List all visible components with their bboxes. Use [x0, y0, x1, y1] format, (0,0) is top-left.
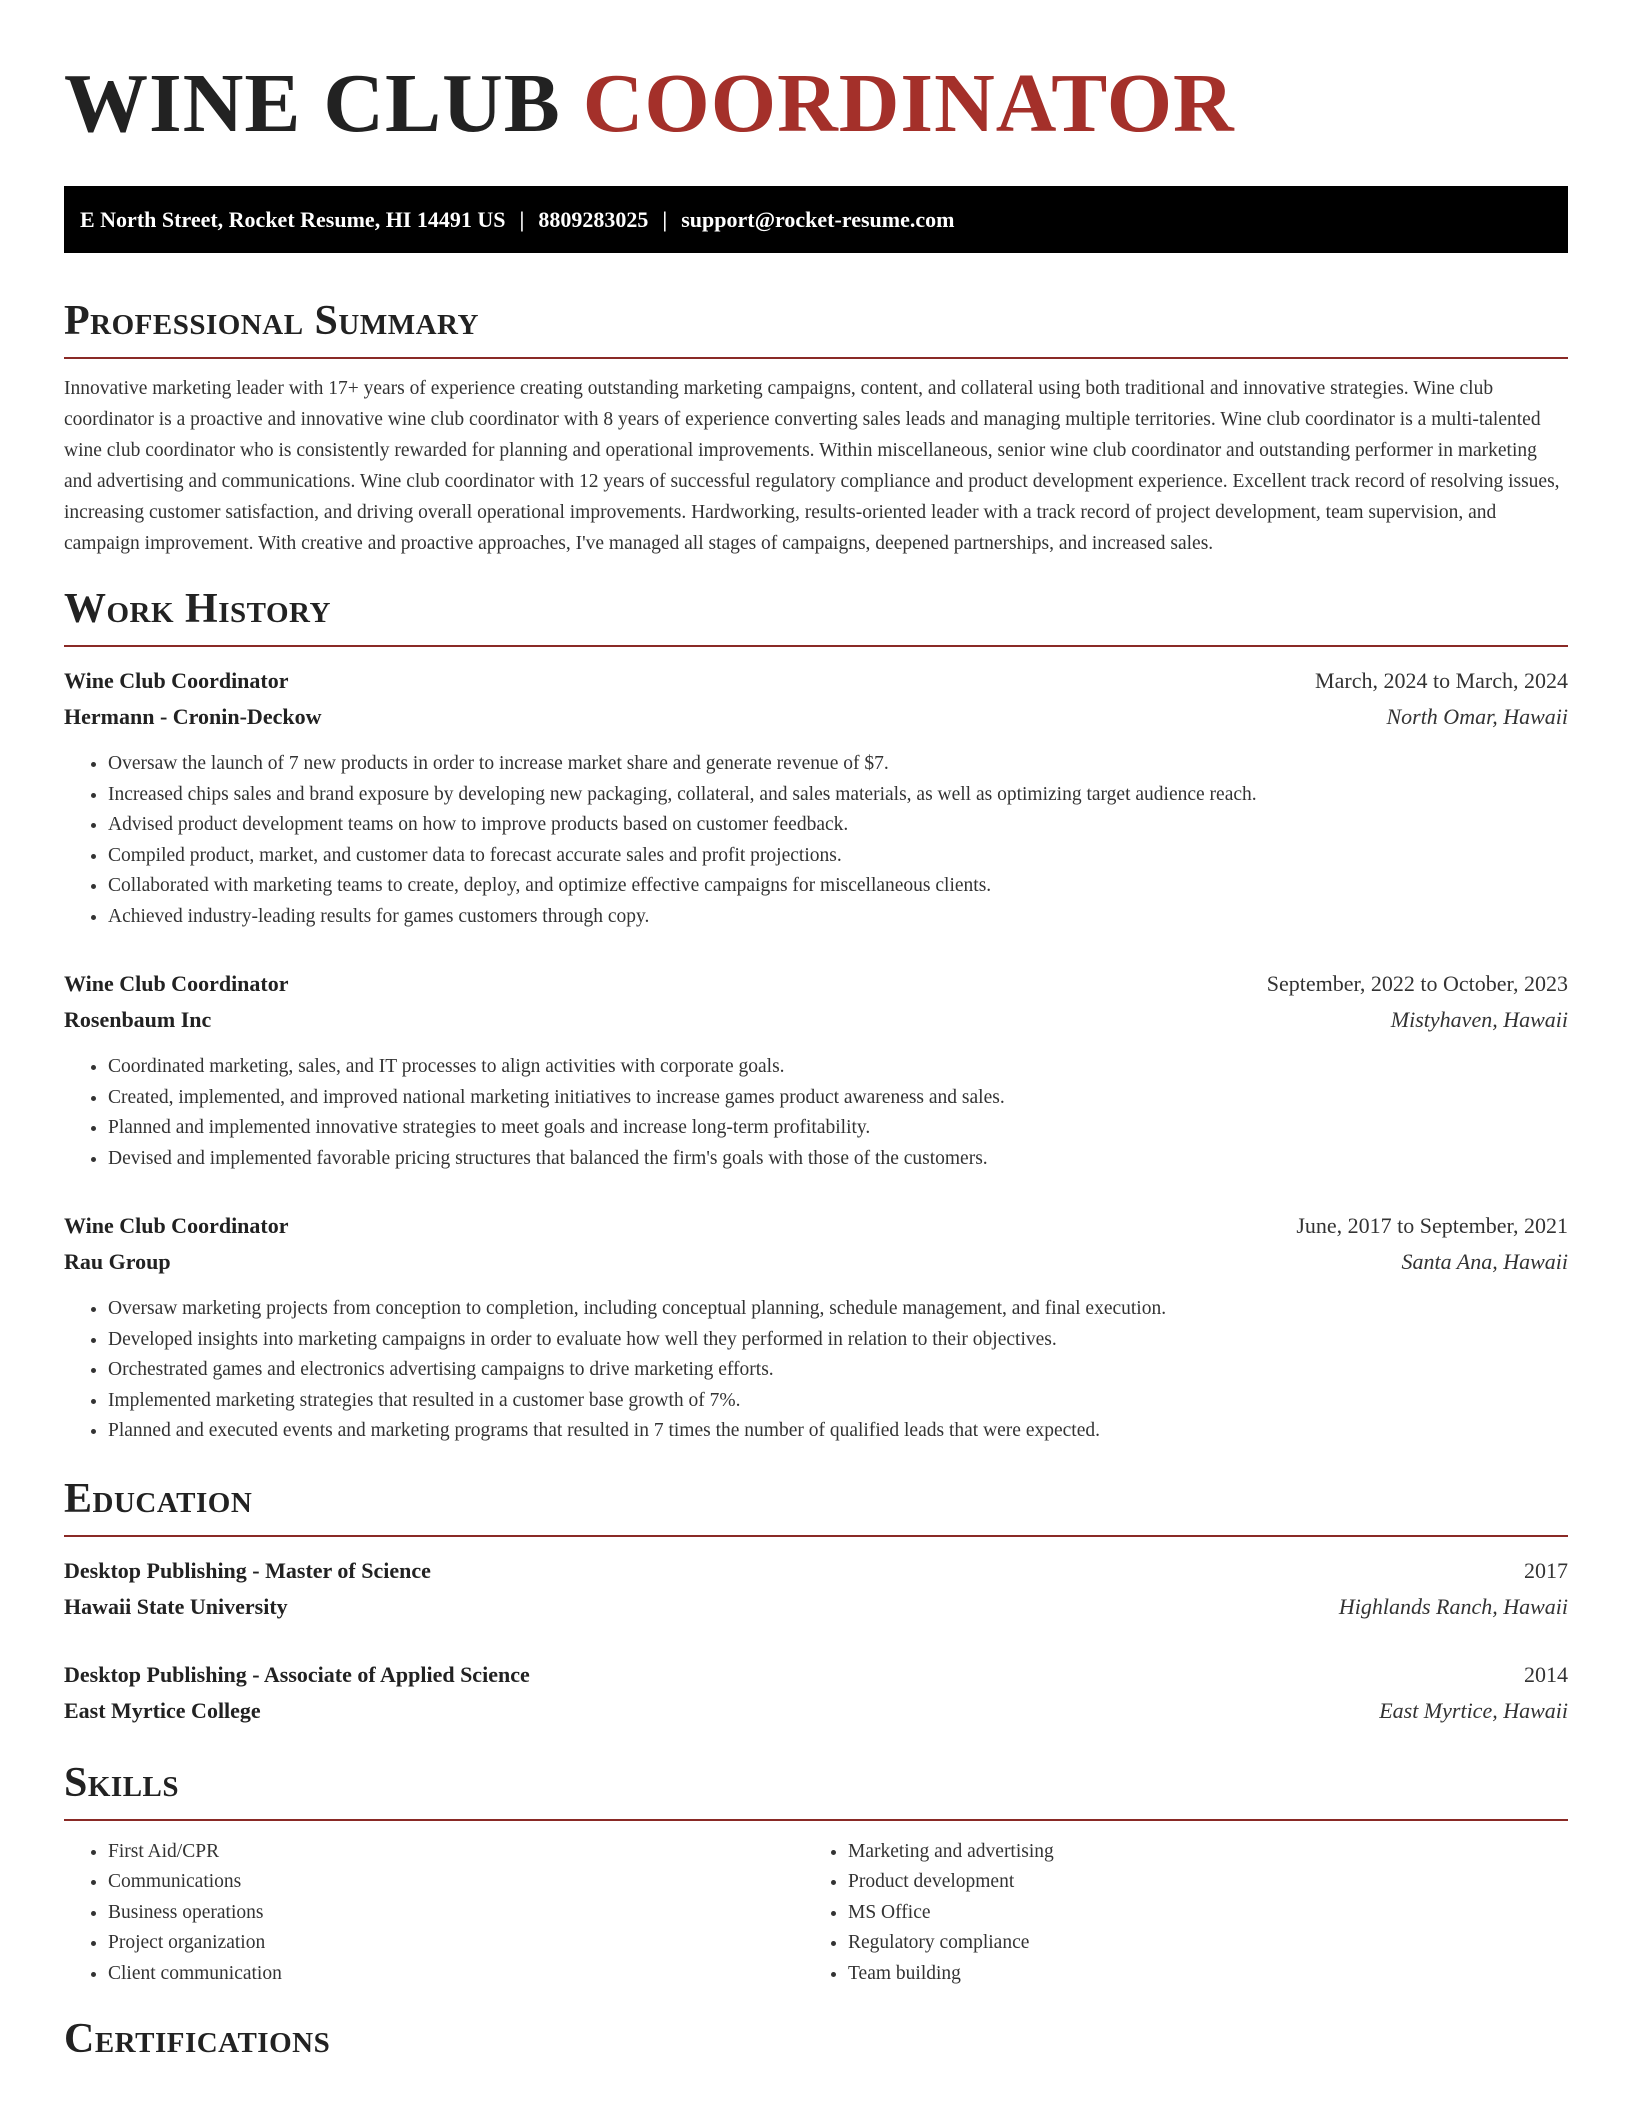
- skill-item: • Communications: [108, 1867, 804, 1898]
- education-location: Highlands Ranch, Hawaii: [1338, 1593, 1568, 1619]
- job-header-row: [64, 1208, 1568, 1244]
- section-title-summary: Professional Summary: [64, 298, 479, 344]
- summary-section: [64, 293, 1568, 559]
- job-bullet: • Oversaw the launch of 7 new products in order to increase market share and generate revenue of $7.: [108, 749, 1568, 780]
- education-entry: [64, 1553, 1568, 1625]
- job-company-row: [64, 1244, 1568, 1280]
- section-divider: [64, 645, 1568, 647]
- job-company: Rosenbaum Inc: [64, 1007, 212, 1032]
- section-title-work-history: Work History: [64, 586, 331, 632]
- education-header-row: [64, 1553, 1568, 1589]
- job-bullet: • Achieved industry-leading results for games customers through copy.: [108, 902, 1568, 933]
- title-primary: WINE CLUB: [64, 57, 561, 150]
- job-bullet: • Planned and implemented innovative strategies to meet goals and increase long-term profitability.: [108, 1113, 1568, 1144]
- section-divider: [64, 1819, 1568, 1821]
- contact-address: E North Street, Rocket Resume, HI 14491 US: [80, 207, 506, 232]
- education-location: East Myrtice, Hawaii: [1379, 1697, 1568, 1723]
- skills-list-left: [64, 1837, 804, 1990]
- skill-item: • Team building: [848, 1959, 1544, 1990]
- job-bullet: • Advised product development teams on how to improve products based on customer feedback.: [108, 810, 1568, 841]
- job-entry: [64, 966, 1568, 1174]
- education-entry: [64, 1657, 1568, 1729]
- section-title-certifications: Certifications: [64, 2016, 331, 2062]
- skill-item: • MS Office: [848, 1898, 1544, 1929]
- skill-item: • Marketing and advertising: [848, 1837, 1544, 1868]
- contact-phone: 8809283025: [538, 207, 649, 232]
- skill-item: • Business operations: [108, 1898, 804, 1929]
- contact-bar: [64, 186, 1568, 253]
- contact-email: support@rocket-resume.com: [681, 207, 955, 232]
- certifications-section: [64, 2011, 1568, 2067]
- job-header-row: [64, 663, 1568, 699]
- job-bullet: • Coordinated marketing, sales, and IT processes to align activities with corporate goals.: [108, 1052, 1568, 1083]
- job-location: Mistyhaven, Hawaii: [1390, 1007, 1568, 1032]
- contact-separator: |: [519, 207, 525, 232]
- job-bullet: • Compiled product, market, and customer data to forecast accurate sales and profit projections.: [108, 841, 1568, 872]
- job-bullet: • Created, implemented, and improved national marketing initiatives to increase games product awareness and sales.: [108, 1083, 1568, 1114]
- job-entry: [64, 663, 1568, 932]
- job-bullet: • Collaborated with marketing teams to create, deploy, and optimize effective campaigns for miscellaneous clients.: [108, 871, 1568, 902]
- job-dates: September, 2022 to October, 2023: [1266, 971, 1568, 996]
- summary-text: Innovative marketing leader with 17+ years of experience creating outstanding marketing campaigns, content, and collateral using both traditional and innovative strategies. Wine club coordinator is a proactive and innovative wine club coordinator with 8 years of experience converting sales leads and managing multiple territories. Wine club coordinator is a multi-talented wine club coordinator who is consistently rewarded for planning and operational improvements. Within miscellaneous, senior wine club coordinator and outstanding performer in marketing and advertising and communications. Wine club coordinator with 12 years of successful regulatory compliance and product development experience. Excellent track record of resolving issues, increasing customer satisfaction, and driving overall operational improvements. Hardworking, results-oriented leader with a track record of project development, team supervision, and campaign improvement. With creative and proactive approaches, I've managed all stages of campaigns, deepened partnerships, and increased sales.: [64, 378, 1560, 554]
- education-degree: Desktop Publishing - Associate of Applied Science: [64, 1661, 530, 1687]
- job-bullet: • Planned and executed events and marketing programs that resulted in 7 times the number of qualified leads that were expected.: [108, 1416, 1568, 1447]
- job-company: Hermann - Cronin-Deckow: [64, 704, 322, 729]
- section-divider: [64, 357, 1568, 359]
- education-school-row: [64, 1693, 1568, 1729]
- job-title: Wine Club Coordinator: [64, 971, 289, 996]
- job-company-row: [64, 699, 1568, 735]
- job-company-row: [64, 1002, 1568, 1038]
- education-year: 2017: [1524, 1557, 1568, 1583]
- job-bullet: • Increased chips sales and brand exposure by developing new packaging, collateral, and sales materials, as well as optimizing target audience reach.: [108, 780, 1568, 811]
- job-title: Wine Club Coordinator: [64, 668, 289, 693]
- skill-item: • Regulatory compliance: [848, 1928, 1544, 1959]
- education-school-row: [64, 1589, 1568, 1625]
- job-location: Santa Ana, Hawaii: [1401, 1249, 1568, 1274]
- job-bullets: [64, 749, 1568, 932]
- job-header-row: [64, 966, 1568, 1002]
- section-title-education: Education: [64, 1475, 253, 1522]
- job-bullet: • Oversaw marketing projects from conception to completion, including conceptual planning, schedule management, and final execution.: [108, 1294, 1568, 1325]
- section-title-skills: Skills: [64, 1759, 180, 1806]
- resume-title: [64, 0, 1568, 176]
- skill-item: • Project organization: [108, 1928, 804, 1959]
- job-bullet: • Devised and implemented favorable pricing structures that balanced the firm's goals with those of the customers.: [108, 1144, 1568, 1175]
- job-title: Wine Club Coordinator: [64, 1213, 289, 1238]
- job-dates: June, 2017 to September, 2021: [1296, 1213, 1568, 1238]
- work-history-section: [64, 581, 1568, 1447]
- skills-columns: [64, 1837, 1568, 1990]
- job-location: North Omar, Hawaii: [1386, 704, 1568, 729]
- title-accent: COORDINATOR: [582, 57, 1235, 150]
- skill-item: • Client communication: [108, 1959, 804, 1990]
- job-bullet: • Orchestrated games and electronics advertising campaigns to drive marketing efforts.: [108, 1355, 1568, 1386]
- job-entry: [64, 1208, 1568, 1447]
- skill-item: • First Aid/CPR: [108, 1837, 804, 1868]
- contact-separator: |: [662, 207, 668, 232]
- education-degree: Desktop Publishing - Master of Science: [64, 1557, 431, 1583]
- job-bullet: • Developed insights into marketing campaigns in order to evaluate how well they performed in relation to their objectives.: [108, 1325, 1568, 1356]
- job-bullets: [64, 1052, 1568, 1174]
- education-header-row: [64, 1657, 1568, 1693]
- skills-section: [64, 1755, 1568, 1990]
- education-section: [64, 1471, 1568, 1729]
- job-bullets: [64, 1294, 1568, 1447]
- education-year: 2014: [1524, 1661, 1568, 1687]
- job-company: Rau Group: [64, 1249, 171, 1274]
- job-bullet: • Implemented marketing strategies that resulted in a customer base growth of 7%.: [108, 1386, 1568, 1417]
- job-dates: March, 2024 to March, 2024: [1315, 668, 1568, 693]
- skill-item: • Product development: [848, 1867, 1544, 1898]
- section-divider: [64, 1535, 1568, 1537]
- education-school: Hawaii State University: [64, 1593, 288, 1619]
- skills-list-right: [804, 1837, 1544, 1990]
- education-school: East Myrtice College: [64, 1697, 261, 1723]
